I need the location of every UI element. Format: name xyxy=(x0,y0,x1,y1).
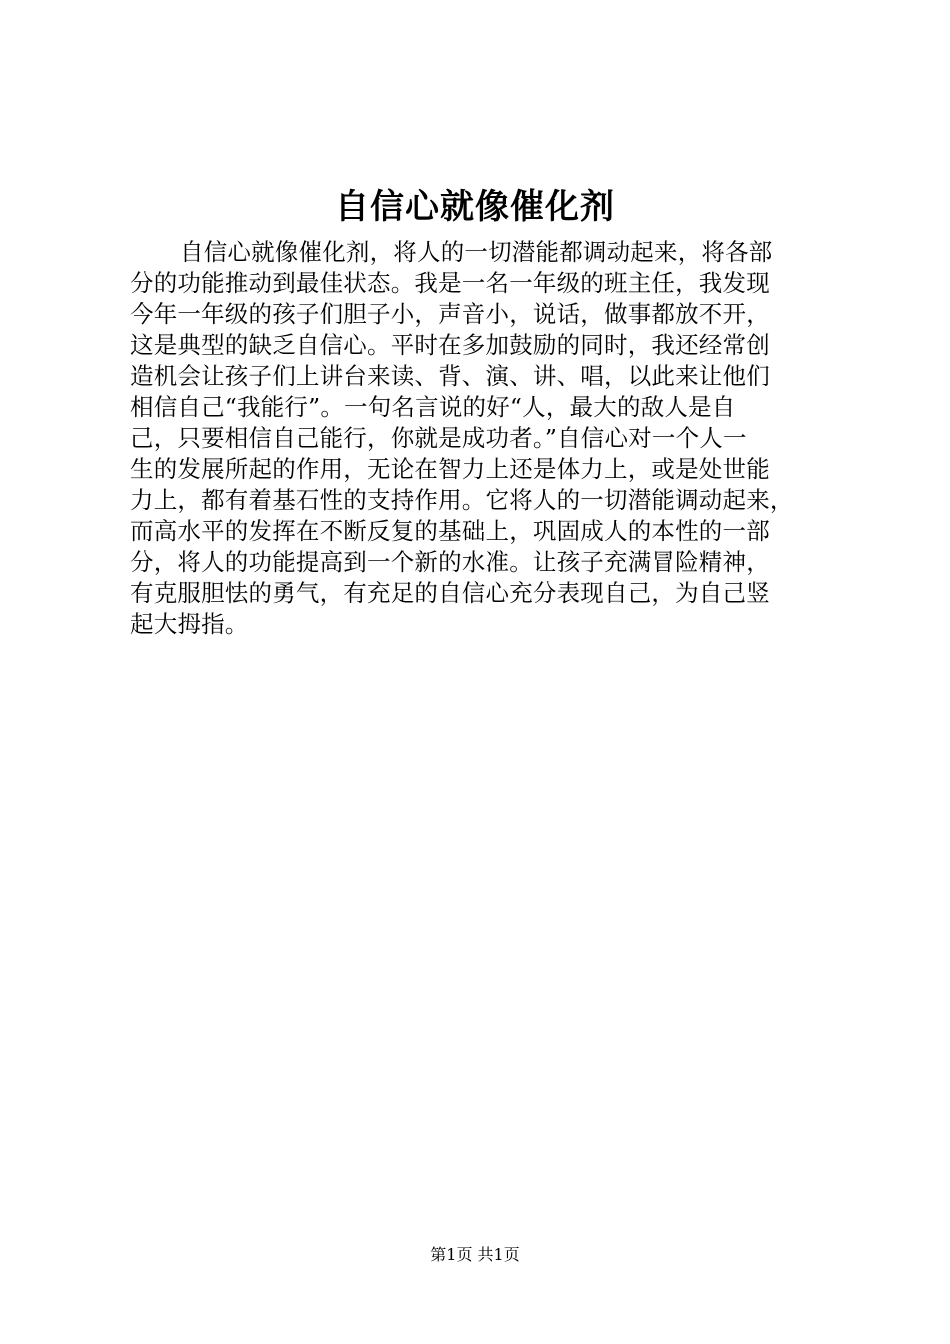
paragraph-line: 自信心就像催化剂，将人的一切潜能都调动起来，将各部 xyxy=(180,238,773,266)
paragraph-line: 造机会让孩子们上讲台来读、背、演、讲、唱，以此来让他们 xyxy=(130,362,770,390)
paragraph-line: 生的发展所起的作用，无论在智力上还是体力上，或是处世能 xyxy=(130,455,770,483)
paragraph-line: 有克服胆怯的勇气，有充足的自信心充分表现自己，为自己竖 xyxy=(130,579,770,607)
paragraph-line: 己，只要相信自己能行，你就是成功者。”自信心对一个人一 xyxy=(130,424,747,452)
paragraph-line: 相信自己“我能行”。一句名言说的好“人，最大的敌人是自 xyxy=(130,393,736,421)
body-paragraph xyxy=(130,237,830,640)
paragraph-line: 起大拇指。 xyxy=(130,610,249,638)
paragraph-line: 分的功能推动到最佳状态。我是一名一年级的班主任，我发现 xyxy=(130,269,770,297)
page-footer: 第1页 共1页 xyxy=(430,1245,520,1264)
paragraph-line: 力上，都有着基石性的支持作用。它将人的一切潜能调动起来， xyxy=(130,486,794,514)
paragraph-line: 而高水平的发挥在不断反复的基础上，巩固成人的本性的一部 xyxy=(130,517,770,545)
page-title: 自信心就像催化剂 xyxy=(335,187,615,227)
paragraph-line: 这是典型的缺乏自信心。平时在多加鼓励的同时，我还经常创 xyxy=(130,331,770,359)
paragraph-line: 分，将人的功能提高到一个新的水准。让孩子充满冒险精神， xyxy=(130,548,770,576)
paragraph-line: 今年一年级的孩子们胆子小，声音小，说话，做事都放不开， xyxy=(130,300,770,328)
